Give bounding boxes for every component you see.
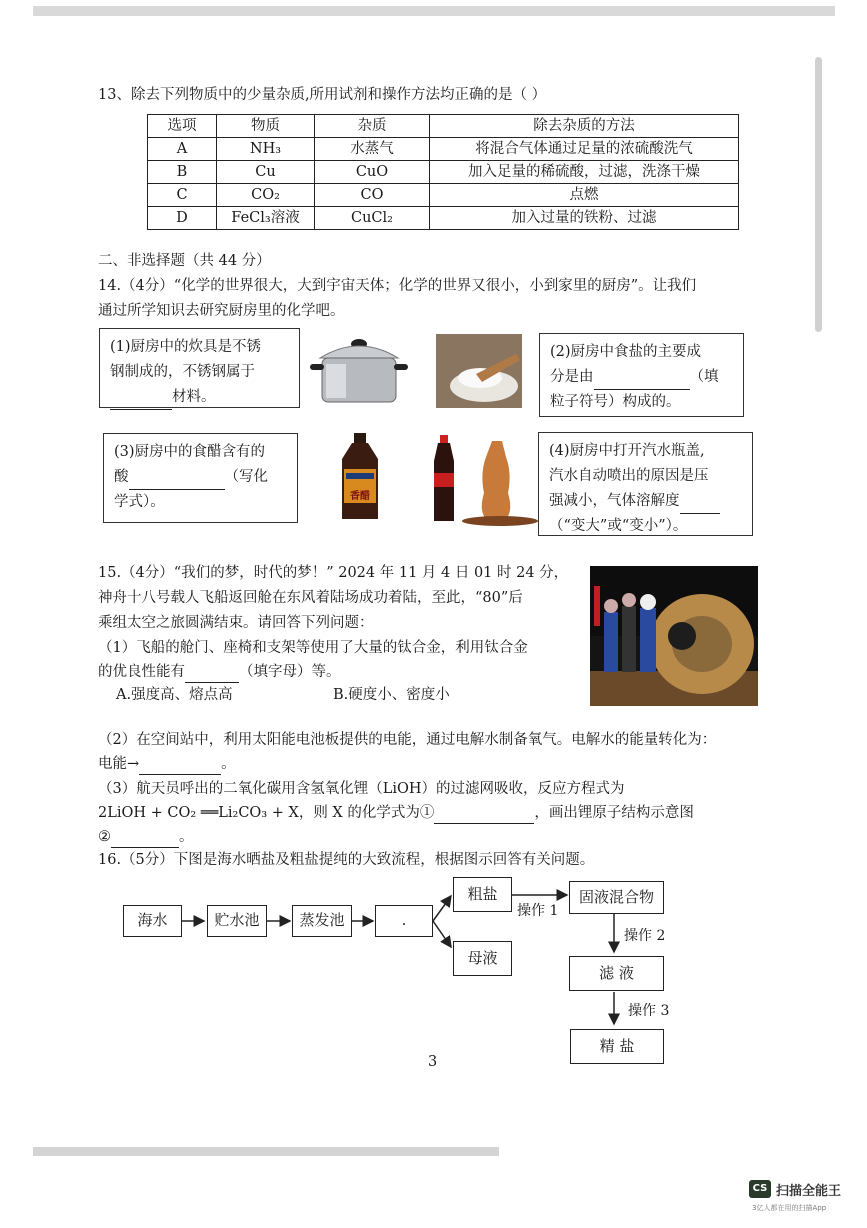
- table-cell: 加入足量的稀硫酸，过滤，洗涤干燥: [430, 161, 739, 184]
- table-cell: 点燃: [430, 184, 739, 207]
- flow-node-solid-liquid-mixture: 固液混合物: [569, 881, 664, 914]
- scanner-logo-icon: CS: [749, 1180, 771, 1198]
- scanner-tagline: 3亿人都在用的扫描App: [752, 1204, 827, 1212]
- table-cell: CO: [315, 184, 430, 207]
- op-label-1: 操作 1: [517, 903, 559, 919]
- table-cell: CO₂: [217, 184, 315, 207]
- table-cell: C: [148, 184, 217, 207]
- text: 电能→: [98, 756, 140, 772]
- box-text: 强减小，气体溶解度: [549, 493, 680, 509]
- flow-node-seawater: 海水: [123, 905, 182, 937]
- text: 2LiOH + CO₂ ══Li₂CO₃ + X，则 X 的化学式为①: [98, 805, 435, 821]
- text: 。: [221, 756, 236, 772]
- table-cell: 将混合气体通过足量的浓硫酸洗气: [430, 138, 739, 161]
- box-text: (2)厨房中食盐的主要成: [550, 344, 702, 360]
- flow-node-mother-liquor: 母液: [453, 941, 512, 976]
- box-text: (3)厨房中的食醋含有的: [114, 444, 266, 460]
- box-text: (4)厨房中打开汽水瓶盖,: [549, 443, 705, 459]
- table-cell: FeCl₃溶液: [217, 207, 315, 230]
- option-b: B.硬度小、密度小: [333, 687, 450, 703]
- box-text: 材料。: [172, 389, 216, 405]
- q15-part1a: （1）飞船的舱门、座椅和支架等使用了大量的钛合金，利用钛合金: [98, 640, 528, 656]
- op-label-2: 操作 2: [624, 928, 666, 944]
- box-text: 酸: [114, 469, 129, 485]
- flow-node-refined-salt: 精 盐: [570, 1029, 664, 1064]
- table-cell: B: [148, 161, 217, 184]
- text: ②: [98, 829, 111, 845]
- q16-stem: 16.（5分）下图是海水晒盐及粗盐提纯的大致流程，根据图示回答有关问题。: [98, 852, 595, 868]
- box-text: 分是由: [550, 369, 594, 385]
- bottom-scan-edge: [33, 1147, 499, 1156]
- box-text: 汽水自动喷出的原因是压: [549, 468, 709, 484]
- table-cell: 水蒸气: [315, 138, 430, 161]
- table-header: 选项: [148, 115, 217, 138]
- q14-line2: 通过所学知识去研究厨房里的化学吧。: [98, 303, 345, 319]
- section-title: 二、非选择题（共 44 分）: [98, 253, 271, 269]
- box-text: (1)厨房中的炊具是不锈: [110, 339, 262, 355]
- table-cell: D: [148, 207, 217, 230]
- box-text: （写化: [224, 469, 268, 485]
- scanner-watermark: 扫描全能王: [776, 1184, 842, 1199]
- table-cell: 加入过量的铁粉、过滤: [430, 207, 739, 230]
- box-text: （“变大”或“变小”）。: [549, 518, 688, 534]
- flow-node-crude-salt: 粗盐: [453, 877, 512, 912]
- box-text: 钢制成的，不锈钢属于: [110, 364, 255, 380]
- table-header: 物质: [217, 115, 315, 138]
- text: （填字母）等。: [239, 664, 341, 680]
- table-header: 除去杂质的方法: [430, 115, 739, 138]
- table-cell: CuCl₂: [315, 207, 430, 230]
- q15-part2a: （2）在空间站中，利用太阳能电池板提供的电能，通过电解水制备氧气。电解水的能量转化为：: [98, 732, 717, 748]
- option-a: A.强度高、熔点高: [116, 687, 233, 703]
- q15-line3: 乘组太空之旅圆满结束。请回答下列问题：: [98, 615, 374, 631]
- text: ，画出锂原子结构示意图: [534, 805, 694, 821]
- table-cell: Cu: [217, 161, 315, 184]
- box-text: 学式）。: [114, 494, 165, 510]
- table-cell: CuO: [315, 161, 430, 184]
- table-cell: NH₃: [217, 138, 315, 161]
- flow-node-blank: .: [375, 905, 433, 937]
- box-text: （填: [689, 369, 719, 385]
- text: 的优良性能有: [98, 664, 185, 680]
- q13-stem: 13、除去下列物质中的少量杂质,所用试剂和操作方法均正确的是（ ）: [98, 87, 547, 103]
- box-text: 粒子符号）构成的。: [550, 394, 681, 410]
- q15-part3a: （3）航天员呼出的二氧化碳用含氢氧化锂（LiOH）的过滤网吸收，反应方程式为: [98, 781, 625, 797]
- vinegar-label: 香醋: [350, 491, 370, 502]
- q15-line1: 15.（4分）“我们的梦，时代的梦！” 2024 年 11 月 4 日 01 时 24 分，: [98, 565, 569, 581]
- flow-node-reservoir: 贮水池: [207, 905, 267, 937]
- q15-line2: 神舟十八号载人飞船返回舱在东风着陆场成功着陆，至此，“80”后: [98, 590, 523, 606]
- flow-node-filtrate: 滤 液: [569, 956, 664, 991]
- page-number: 3: [428, 1054, 438, 1070]
- flow-node-evaporation-pond: 蒸发池: [292, 905, 352, 937]
- table-header: 杂质: [315, 115, 430, 138]
- q14-line1: 14.（4分）“化学的世界很大，大到宇宙天体；化学的世界又很小，小到家里的厨房”。让我们: [98, 278, 697, 294]
- text: 。: [179, 829, 194, 845]
- table-cell: A: [148, 138, 217, 161]
- op-label-3: 操作 3: [628, 1003, 670, 1019]
